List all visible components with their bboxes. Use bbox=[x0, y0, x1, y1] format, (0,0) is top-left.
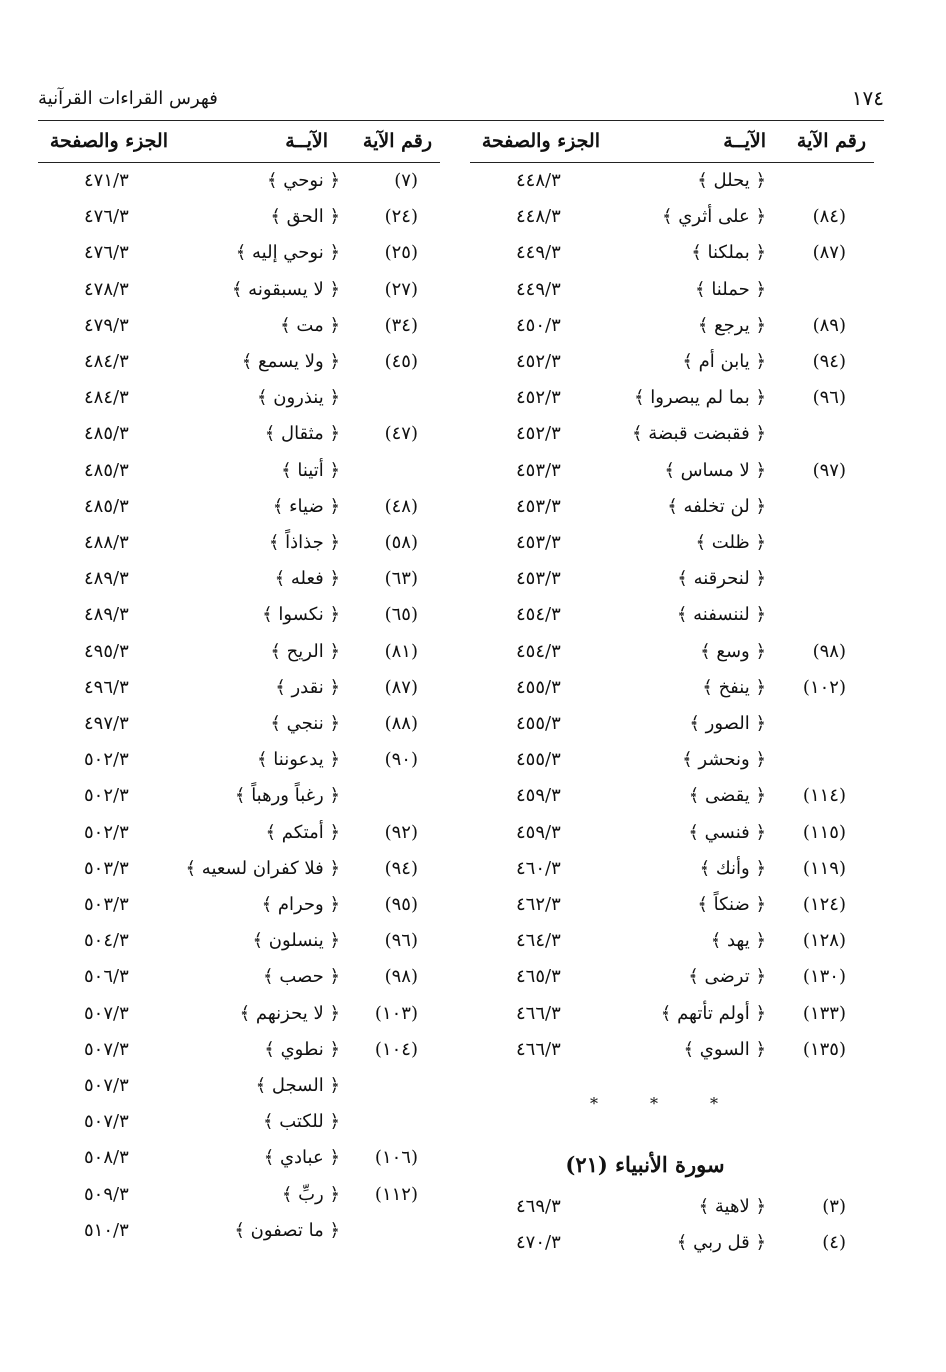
ayah-number: (١٠٤) bbox=[374, 1038, 418, 1060]
ayah-text: ﴿ السوي ﴾ bbox=[683, 1038, 766, 1060]
ayah-text: ﴿ أتينا ﴾ bbox=[281, 459, 340, 481]
ayah-number: (١٠٦) bbox=[374, 1147, 418, 1169]
index-row bbox=[470, 492, 874, 528]
part-page-ref: ٥٠٤/٣ bbox=[84, 930, 129, 952]
right-index-column-after-title bbox=[470, 1192, 874, 1272]
header-ayah: الآيــة bbox=[723, 130, 766, 152]
index-row bbox=[38, 962, 440, 998]
ayah-text: ﴿ الريح ﴾ bbox=[270, 640, 340, 662]
page-number: ١٧٤ bbox=[851, 86, 884, 110]
right-index-column bbox=[470, 166, 874, 1086]
part-page-ref: ٤٥٩/٣ bbox=[516, 821, 561, 843]
running-header bbox=[38, 84, 884, 121]
part-page-ref: ٤٩٥/٣ bbox=[84, 640, 129, 662]
ayah-number: (٩٦) bbox=[384, 930, 418, 952]
ayah-text: ﴿ نكسوا ﴾ bbox=[262, 604, 340, 626]
ayah-number: (١١٢) bbox=[374, 1183, 418, 1205]
ayah-text: ﴿ أمتكم ﴾ bbox=[265, 821, 340, 843]
part-page-ref: ٤٦٩/٣ bbox=[516, 1196, 561, 1217]
ayah-text: ﴿ وحرام ﴾ bbox=[261, 894, 340, 915]
index-row bbox=[38, 1071, 440, 1107]
ayah-number: (١٠٢) bbox=[802, 676, 846, 698]
index-row bbox=[38, 673, 440, 709]
ayah-number: (٨٤) bbox=[812, 206, 846, 228]
part-page-ref: ٤٤٩/٣ bbox=[516, 278, 561, 300]
separator-star: * bbox=[650, 1094, 658, 1113]
index-row bbox=[38, 528, 440, 564]
part-page-ref: ٤٥٢/٣ bbox=[516, 423, 561, 445]
index-row bbox=[470, 962, 874, 998]
index-row bbox=[38, 999, 440, 1035]
ayah-number: (٦٥) bbox=[384, 604, 418, 626]
index-row bbox=[470, 238, 874, 274]
part-page-ref: ٤٦٥/٣ bbox=[516, 966, 561, 988]
header-ayah: الآيــة bbox=[285, 130, 328, 152]
index-row bbox=[470, 564, 874, 600]
index-row bbox=[470, 1228, 874, 1264]
part-page-ref: ٤٨٤/٣ bbox=[84, 351, 129, 372]
part-page-ref: ٤٦٠/٣ bbox=[516, 857, 561, 879]
ayah-text: ﴿ يحلل ﴾ bbox=[697, 170, 766, 191]
header-part-page: الجزء والصفحة bbox=[49, 130, 168, 152]
ayah-text: ﴿ لنحرقنه ﴾ bbox=[677, 568, 766, 590]
ayah-number: (١١٩) bbox=[802, 857, 846, 879]
index-row bbox=[38, 600, 440, 636]
part-page-ref: ٤٥٣/٣ bbox=[516, 459, 561, 481]
part-page-ref: ٤٥٤/٣ bbox=[516, 604, 561, 626]
index-row bbox=[470, 854, 874, 890]
ayah-text: ﴿ وأنك ﴾ bbox=[699, 857, 766, 879]
ayah-number: (٨٧) bbox=[384, 676, 418, 698]
index-row bbox=[38, 1143, 440, 1179]
index-row bbox=[38, 781, 440, 817]
ayah-number: (٤) bbox=[822, 1232, 846, 1254]
part-page-ref: ٥٠٢/٣ bbox=[84, 749, 129, 771]
index-row bbox=[470, 383, 874, 419]
ayah-number: (٦٣) bbox=[384, 568, 418, 590]
ayah-text: ﴿ وسع ﴾ bbox=[700, 640, 766, 662]
part-page-ref: ٤٧٦/٣ bbox=[84, 206, 129, 228]
part-page-ref: ٤٨٩/٣ bbox=[84, 568, 129, 590]
ayah-number: (٩٨) bbox=[384, 966, 418, 988]
part-page-ref: ٤٨٥/٣ bbox=[84, 423, 129, 445]
ayah-number: (٧) bbox=[394, 170, 418, 191]
left-index-column bbox=[38, 166, 440, 1256]
ayah-text: ﴿ يرجع ﴾ bbox=[697, 314, 766, 336]
ayah-text: ﴿ جذاذاً ﴾ bbox=[268, 532, 340, 553]
ayah-number: (٢٤) bbox=[384, 206, 418, 228]
part-page-ref: ٤٨٩/٣ bbox=[84, 604, 129, 626]
index-row bbox=[470, 709, 874, 745]
index-row bbox=[38, 202, 440, 238]
index-row bbox=[38, 275, 440, 311]
part-page-ref: ٤٤٩/٣ bbox=[516, 242, 561, 264]
index-row bbox=[38, 238, 440, 274]
ayah-number: (٩٤) bbox=[384, 857, 418, 879]
ayah-text: ﴿ ينسلون ﴾ bbox=[252, 930, 340, 952]
part-page-ref: ٤٥٣/٣ bbox=[516, 532, 561, 553]
index-row bbox=[38, 492, 440, 528]
ayah-text: ﴿ ينفخ ﴾ bbox=[702, 676, 766, 698]
part-page-ref: ٤٤٨/٣ bbox=[516, 170, 561, 191]
index-row bbox=[38, 926, 440, 962]
ayah-number: (٣٤) bbox=[384, 314, 418, 336]
part-page-ref: ٤٥٣/٣ bbox=[516, 495, 561, 517]
part-page-ref: ٤٦٤/٣ bbox=[516, 930, 561, 952]
ayah-text: ﴿ ولا يسمع ﴾ bbox=[241, 351, 340, 372]
part-page-ref: ٤٧٩/٣ bbox=[84, 314, 129, 336]
ayah-text: ﴿ لا يحزنهم ﴾ bbox=[239, 1002, 340, 1024]
ayah-number: (٣) bbox=[822, 1196, 846, 1217]
ayah-text: ﴿ السجل ﴾ bbox=[255, 1075, 340, 1096]
index-row bbox=[38, 1107, 440, 1143]
index-row bbox=[38, 818, 440, 854]
ayah-text: ﴿ ننجي ﴾ bbox=[270, 713, 340, 734]
part-page-ref: ٥٠٧/٣ bbox=[84, 1002, 129, 1024]
separator-stars bbox=[560, 1094, 760, 1114]
index-row bbox=[470, 202, 874, 238]
index-row bbox=[38, 854, 440, 890]
index-row bbox=[38, 637, 440, 673]
index-row bbox=[470, 347, 874, 383]
ayah-text: ﴿ الحق ﴾ bbox=[270, 206, 340, 228]
ayah-number: (٢٥) bbox=[384, 242, 418, 264]
ayah-text: ﴿ نوحي ﴾ bbox=[267, 170, 340, 191]
ayah-number: (٤٨) bbox=[384, 495, 418, 517]
ayah-text: ﴿ أولم تأتهم ﴾ bbox=[660, 1002, 766, 1024]
ayah-text: ﴿ ترضى ﴾ bbox=[688, 966, 766, 988]
ayah-text: ﴿ رغباً ورهباً ﴾ bbox=[234, 785, 340, 807]
ayah-text: ﴿ فلا كفران لسعيه ﴾ bbox=[185, 857, 340, 879]
index-row bbox=[38, 419, 440, 455]
part-page-ref: ٥١٠/٣ bbox=[84, 1219, 129, 1241]
ayah-number: (١٠٣) bbox=[374, 1002, 418, 1024]
index-row bbox=[38, 890, 440, 926]
ayah-number: (١٣٥) bbox=[802, 1038, 846, 1060]
index-row bbox=[470, 781, 874, 817]
ayah-text: ﴿ ظلت ﴾ bbox=[695, 532, 766, 553]
index-row bbox=[470, 673, 874, 709]
ayah-number: (٨١) bbox=[384, 640, 418, 662]
ayah-number: (٥٨) bbox=[384, 532, 418, 553]
ayah-text: ﴿ يابن أم ﴾ bbox=[682, 351, 766, 372]
part-page-ref: ٤٥٥/٣ bbox=[516, 676, 561, 698]
index-row bbox=[470, 600, 874, 636]
ayah-text: ﴿ لا يسبقونه ﴾ bbox=[231, 278, 340, 300]
index-row bbox=[470, 818, 874, 854]
part-page-ref: ٥٠٢/٣ bbox=[84, 821, 129, 843]
index-row bbox=[470, 745, 874, 781]
index-row bbox=[470, 456, 874, 492]
ayah-number: (٨٩) bbox=[812, 314, 846, 336]
index-row bbox=[470, 926, 874, 962]
part-page-ref: ٤٩٦/٣ bbox=[84, 676, 129, 698]
ayah-number: (٩٠) bbox=[384, 749, 418, 771]
header-part-page: الجزء والصفحة bbox=[481, 130, 600, 152]
part-page-ref: ٤٦٦/٣ bbox=[516, 1038, 561, 1060]
ayah-number: (١٣٠) bbox=[802, 966, 846, 988]
ayah-text: ﴿ الصور ﴾ bbox=[689, 713, 766, 734]
ayah-text: ﴿ على أثري ﴾ bbox=[662, 206, 766, 228]
ayah-number: (٤٧) bbox=[384, 423, 418, 445]
right-column-header bbox=[470, 126, 874, 163]
part-page-ref: ٤٨٨/٣ bbox=[84, 532, 129, 553]
ayah-number: (٨٧) bbox=[812, 242, 846, 264]
part-page-ref: ٤٥٤/٣ bbox=[516, 640, 561, 662]
ayah-text: ﴿ ضنكاً ﴾ bbox=[697, 894, 766, 915]
index-row bbox=[38, 1035, 440, 1071]
index-row bbox=[470, 1192, 874, 1228]
part-page-ref: ٥٠٣/٣ bbox=[84, 894, 129, 915]
header-ayah-number: رقم الآية bbox=[362, 130, 432, 152]
index-row bbox=[38, 1216, 440, 1252]
part-page-ref: ٤٦٦/٣ bbox=[516, 1002, 561, 1024]
ayah-text: ﴿ حصب ﴾ bbox=[263, 966, 340, 988]
separator-star: * bbox=[590, 1094, 598, 1113]
index-row bbox=[38, 745, 440, 781]
surah-title: سورة الأنبياء (٢١) bbox=[565, 1152, 725, 1177]
part-page-ref: ٤٥٢/٣ bbox=[516, 351, 561, 372]
part-page-ref: ٤٧٨/٣ bbox=[84, 278, 129, 300]
index-row bbox=[470, 419, 874, 455]
separator-star: * bbox=[710, 1094, 718, 1113]
ayah-number: (١١٥) bbox=[802, 821, 846, 843]
part-page-ref: ٤٥٣/٣ bbox=[516, 568, 561, 590]
part-page-ref: ٥٠٦/٣ bbox=[84, 966, 129, 988]
ayah-text: ﴿ بملكنا ﴾ bbox=[691, 242, 766, 264]
index-row bbox=[38, 456, 440, 492]
part-page-ref: ٤٨٥/٣ bbox=[84, 495, 129, 517]
ayah-number: (٤٥) bbox=[384, 351, 418, 372]
ayah-text: ﴿ قل ربي ﴾ bbox=[676, 1232, 766, 1254]
part-page-ref: ٤٧١/٣ bbox=[84, 170, 129, 191]
ayah-text: ﴿ نطوي ﴾ bbox=[264, 1038, 340, 1060]
part-page-ref: ٤٩٧/٣ bbox=[84, 713, 129, 734]
ayah-text: ﴿ فنسي ﴾ bbox=[688, 821, 766, 843]
ayah-text: ﴿ مثقال ﴾ bbox=[264, 423, 340, 445]
index-row bbox=[470, 311, 874, 347]
left-column-header bbox=[38, 126, 440, 163]
index-row bbox=[470, 999, 874, 1035]
part-page-ref: ٥٠٣/٣ bbox=[84, 857, 129, 879]
ayah-text: ﴿ يهد ﴾ bbox=[710, 930, 766, 952]
part-page-ref: ٥٠٨/٣ bbox=[84, 1147, 129, 1169]
ayah-number: (٢٧) bbox=[384, 278, 418, 300]
ayah-number: (١١٤) bbox=[802, 785, 846, 807]
ayah-number: (١٢٤) bbox=[802, 894, 846, 915]
ayah-text: ﴿ نوحي إليه ﴾ bbox=[235, 242, 340, 264]
part-page-ref: ٤٤٨/٣ bbox=[516, 206, 561, 228]
part-page-ref: ٤٥٩/٣ bbox=[516, 785, 561, 807]
ayah-text: ﴿ للكتب ﴾ bbox=[262, 1111, 340, 1133]
index-row bbox=[38, 311, 440, 347]
index-row bbox=[38, 709, 440, 745]
ayah-number: (٩٤) bbox=[812, 351, 846, 372]
ayah-number: (٩٢) bbox=[384, 821, 418, 843]
ayah-text: ﴿ حملنا ﴾ bbox=[695, 278, 766, 300]
ayah-number: (٨٨) bbox=[384, 713, 418, 734]
ayah-text: ﴿ لننسفنه ﴾ bbox=[676, 604, 766, 626]
part-page-ref: ٤٨٤/٣ bbox=[84, 387, 129, 409]
index-row bbox=[38, 383, 440, 419]
part-page-ref: ٤٧٠/٣ bbox=[516, 1232, 561, 1254]
part-page-ref: ٥٠٧/٣ bbox=[84, 1111, 129, 1133]
index-row bbox=[38, 1180, 440, 1216]
part-page-ref: ٥٠٧/٣ bbox=[84, 1075, 129, 1096]
ayah-number: (٩٨) bbox=[812, 640, 846, 662]
part-page-ref: ٥٠٩/٣ bbox=[84, 1183, 129, 1205]
part-page-ref: ٤٥٥/٣ bbox=[516, 713, 561, 734]
part-page-ref: ٤٨٥/٣ bbox=[84, 459, 129, 481]
ayah-text: ﴿ ربِّ ﴾ bbox=[281, 1183, 340, 1205]
index-row bbox=[470, 166, 874, 202]
index-row bbox=[470, 890, 874, 926]
index-row bbox=[38, 166, 440, 202]
index-row bbox=[470, 528, 874, 564]
ayah-text: ﴿ ونحشر ﴾ bbox=[682, 749, 766, 771]
ayah-text: ﴿ ما تصفون ﴾ bbox=[234, 1219, 340, 1241]
index-row bbox=[470, 637, 874, 673]
index-row bbox=[470, 1035, 874, 1071]
ayah-number: (٩٥) bbox=[384, 894, 418, 915]
ayah-text: ﴿ يقضى ﴾ bbox=[688, 785, 766, 807]
ayah-number: (١٣٣) bbox=[802, 1002, 846, 1024]
index-row bbox=[38, 564, 440, 600]
part-page-ref: ٤٦٢/٣ bbox=[516, 894, 561, 915]
part-page-ref: ٥٠٧/٣ bbox=[84, 1038, 129, 1060]
part-page-ref: ٤٥٠/٣ bbox=[516, 314, 561, 336]
part-page-ref: ٤٧٦/٣ bbox=[84, 242, 129, 264]
ayah-number: (٩٧) bbox=[812, 459, 846, 481]
ayah-text: ﴿ ينذرون ﴾ bbox=[256, 387, 340, 409]
ayah-text: ﴿ لن تخلفه ﴾ bbox=[667, 495, 766, 517]
part-page-ref: ٤٥٥/٣ bbox=[516, 749, 561, 771]
book-title: فهرس القراءات القرآنية bbox=[38, 88, 218, 109]
ayah-text: ﴿ لا مساس ﴾ bbox=[664, 459, 766, 481]
ayah-number: (١٢٨) bbox=[802, 930, 846, 952]
ayah-text: ﴿ بما لم يبصروا ﴾ bbox=[633, 387, 766, 409]
ayah-number: (٩٦) bbox=[812, 387, 846, 409]
ayah-text: ﴿ فعله ﴾ bbox=[274, 568, 340, 590]
ayah-text: ﴿ لاهية ﴾ bbox=[698, 1196, 766, 1217]
ayah-text: ﴿ نقدر ﴾ bbox=[275, 676, 340, 698]
ayah-text: ﴿ عبادي ﴾ bbox=[263, 1147, 340, 1169]
part-page-ref: ٤٥٢/٣ bbox=[516, 387, 561, 409]
ayah-text: ﴿ يدعوننا ﴾ bbox=[257, 749, 340, 771]
index-row bbox=[470, 275, 874, 311]
ayah-text: ﴿ ضياء ﴾ bbox=[272, 495, 340, 517]
ayah-text: ﴿ فقبضت قبضة ﴾ bbox=[632, 423, 766, 445]
index-row bbox=[38, 347, 440, 383]
header-ayah-number: رقم الآية bbox=[796, 130, 866, 152]
ayah-text: ﴿ مت ﴾ bbox=[280, 314, 340, 336]
part-page-ref: ٥٠٢/٣ bbox=[84, 785, 129, 807]
